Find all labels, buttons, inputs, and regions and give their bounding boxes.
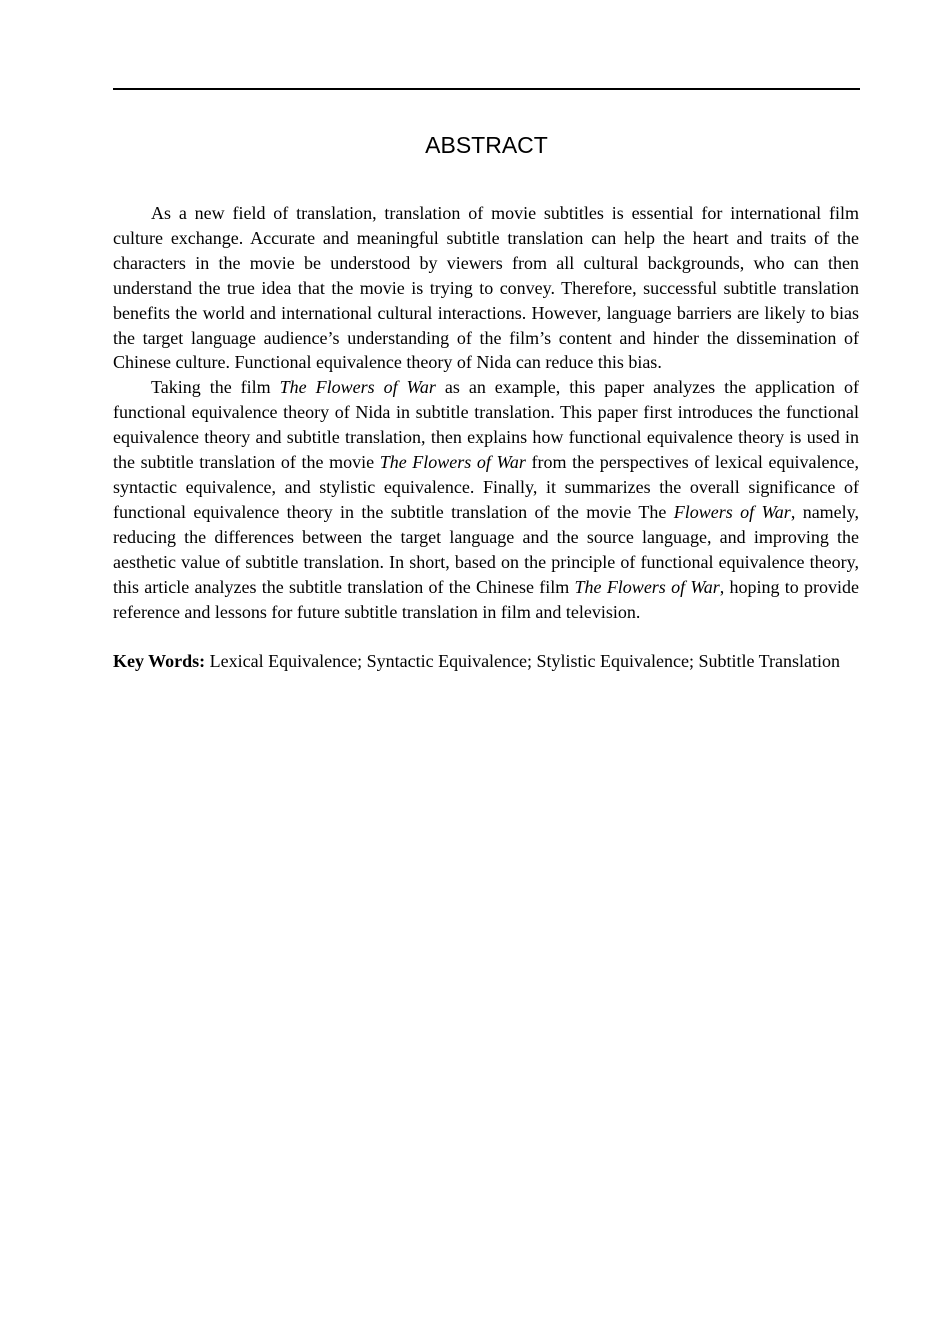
keywords-text: Lexical Equivalence; Syntactic Equivalence; Stylistic Equivalence; Subtitle Translation: [205, 651, 841, 672]
film-title-italic-1: The Flowers of War: [279, 377, 436, 398]
abstract-title: ABSTRACT: [425, 132, 548, 158]
abstract-paragraph-2: [113, 375, 859, 624]
paragraph-2-text-1: Taking the film: [151, 377, 280, 398]
film-title-italic-2: The Flowers of War: [379, 452, 526, 473]
paragraph-2-text-2: as an example, this paper analyzes the application of functional equivalence theory of Nida in subtitle translation. This paper first introduces the functional equivalence theory and subtitle translation, then explains how functional equivalence theory is used in the subtitle translation of the movie: [113, 377, 859, 473]
keywords-line: [113, 649, 859, 674]
film-title-italic-4: The Flowers of War: [574, 576, 720, 597]
paragraph-2-text-5: , hoping to provide reference and lessons for future subtitle translation in film and television.: [113, 576, 859, 622]
paragraph-2-text-4: , namely, reducing the differences between the target language and the source language, and improving the aesthetic value of subtitle translation. In short, based on the principle of functional equivalence theory, this article analyzes the subtitle translation of the Chinese film: [113, 501, 860, 597]
paragraph-2-text-3: from the perspectives of lexical equivalence, syntactic equivalence, and stylistic equivalence. Finally, it summarizes the overall significance of functional equivalence theory in the subtitle translation of the movie The: [113, 452, 859, 522]
film-title-italic-3: Flowers of War: [673, 501, 791, 522]
keywords-label: Key Words:: [113, 651, 206, 672]
abstract-paragraph-1: As a new field of translation, translation of movie subtitles is essential for international film culture exchange. Accurate and meaningful subtitle translation can help the heart and traits of the characters in the movie be understood by viewers from all cultural backgrounds, who can then understand the true idea that the movie is trying to convey. Therefore, successful subtitle translation benefits the world and international cultural interactions. However, language barriers are likely to bias the target language audience’s understanding of the film’s content and hinder the dissemination of Chinese culture. Functional equivalence theory of Nida can reduce this bias.: [113, 203, 859, 373]
header-rule: [113, 88, 860, 90]
abstract-body: [113, 201, 859, 674]
